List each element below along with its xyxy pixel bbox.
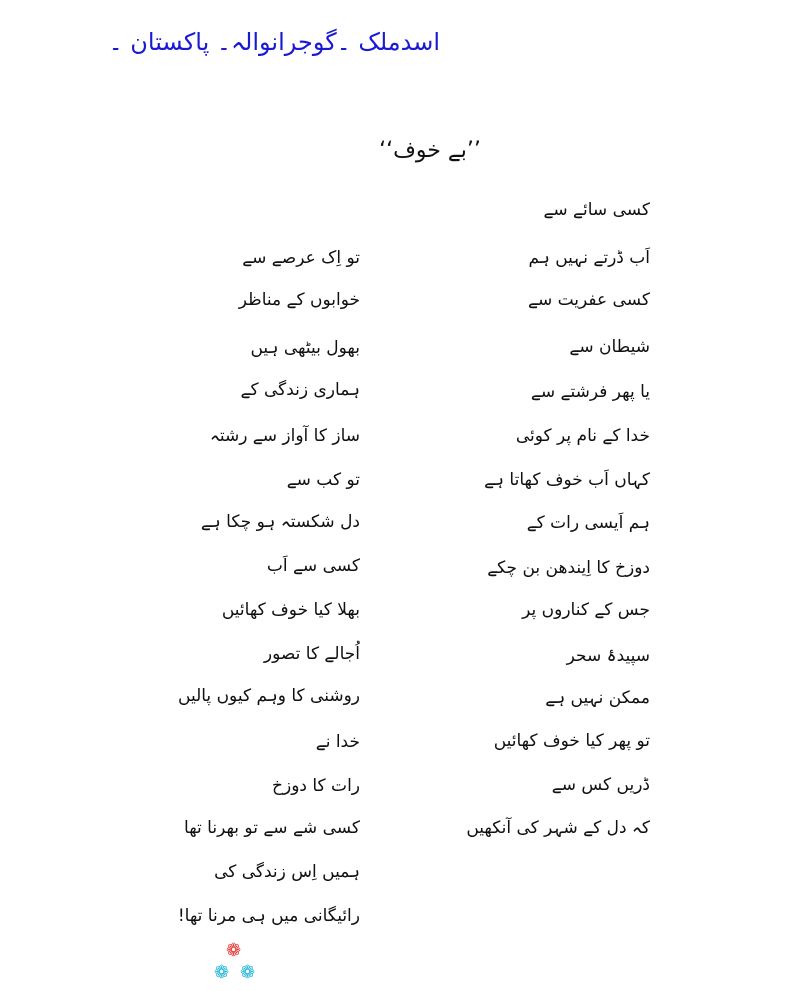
poem-line: دل شکستہ ہو چکا ہے (200, 512, 360, 532)
poem-line: ممکن نہیں ہے (545, 688, 650, 708)
poem-line: رات کا دوزخ (272, 776, 360, 796)
poem-line: کہ دل کے شہر کی آنکھیں (466, 818, 650, 838)
flower-icon-bottom-right: ❁ (240, 962, 256, 983)
poem-line: اَب ڈرتے نہیں ہم (528, 248, 650, 268)
poem-line: تو کب سے (286, 470, 360, 490)
poem-line: ہمیں اِس زندگی کی (214, 862, 360, 882)
poem-line: یا پھر فرشتے سے (530, 382, 650, 402)
poem-line: ہم اَیسی رات کے (526, 513, 650, 533)
poem-line: خدا نے (315, 732, 360, 752)
poem-line: کہاں اَب خوف کھاتا ہے (484, 470, 650, 490)
poem-right-column (466, 200, 650, 850)
flower-icon-bottom-left: ❁ (214, 962, 230, 983)
poem-line: ہماری زندگی کے (240, 380, 360, 400)
poem-line: جس کے کناروں پر (522, 600, 650, 620)
poem-line: خوابوں کے مناظر (238, 290, 360, 310)
poem-line: شیطان سے (569, 337, 650, 357)
poem-line: رائیگانی میں ہی مرنا تھا! (177, 906, 360, 926)
poem-line: تو اِک عرصے سے (242, 248, 360, 268)
poem-line: کسی عفریت سے (528, 290, 650, 310)
poem-line: خدا کے نام پر کوئی (515, 426, 650, 446)
poem-line: تو پھر کیا خوف کھائیں (493, 731, 650, 751)
poem-line: بھلا کیا خوف کھائیں (221, 600, 360, 620)
poem-line: سپیدۂ سحر (566, 646, 650, 666)
poem-left-column (177, 242, 360, 942)
poem-line: دوزخ کا اِیندھن بن چکے (487, 558, 650, 578)
poem-line: اُجالے کا تصور (263, 644, 360, 664)
poem-line: ساز کا آواز سے رشتہ (209, 426, 360, 446)
author-header: اسدملک ۔گوجرانوالہ۔ پاکستان ۔ (108, 28, 440, 56)
poem-line: روشنی کا وہم کیوں پالیں (178, 686, 360, 706)
poem-title: ’’بے خوف‘‘ (379, 138, 481, 163)
poem-line: کسی سے اَب (266, 556, 360, 576)
poem-line: بھول بیٹھی ہیں (250, 338, 360, 358)
poem-line: ڈریں کس سے (551, 775, 650, 795)
flower-icon-top: ❁ (226, 940, 242, 961)
poem-line: کسی شے سے تو بھرنا تھا (184, 818, 360, 838)
poem-line: کسی سائے سے (543, 200, 650, 220)
